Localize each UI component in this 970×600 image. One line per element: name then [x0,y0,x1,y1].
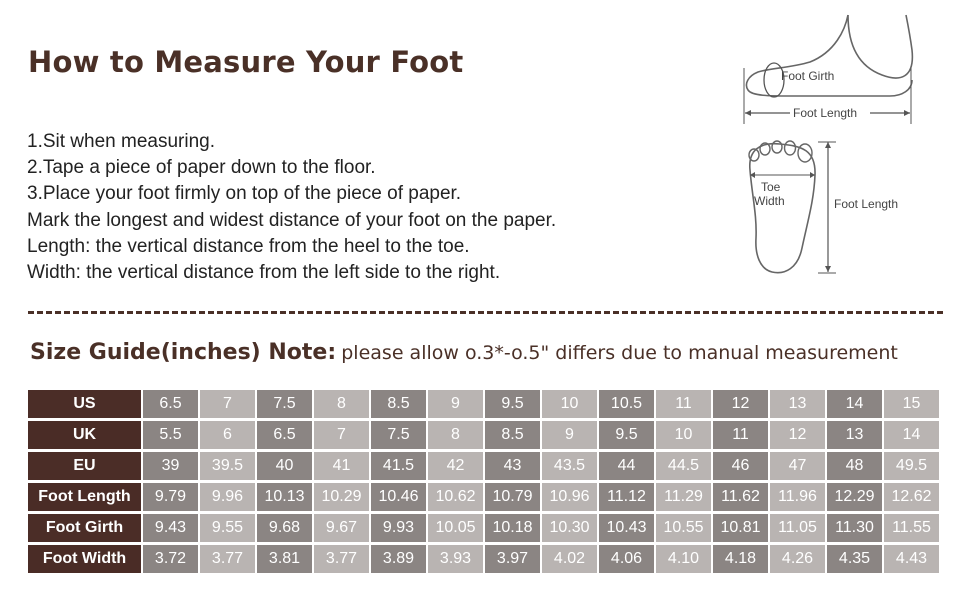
table-row [28,452,939,480]
table-cell: 44.5 [656,452,711,480]
table-cell: 10.96 [542,483,597,511]
table-cell: 10 [542,390,597,418]
table-cell: 14 [827,390,882,418]
table-cell: 12.62 [884,483,939,511]
table-cell: 48 [827,452,882,480]
table-cell: 9.55 [200,514,255,542]
step-line: 2.Tape a piece of paper down to the floor. [27,157,376,179]
table-row [28,390,939,418]
table-cell: 11 [656,390,711,418]
table-row [28,421,939,449]
foot-length-side-label: Foot Length [793,106,858,120]
table-cell: 11.55 [884,514,939,542]
table-cell: 10.62 [428,483,483,511]
table-cell: 46 [713,452,768,480]
row-header: US [28,390,141,418]
table-cell: 12 [770,421,825,449]
table-cell: 41 [314,452,369,480]
table-cell: 4.43 [884,545,939,573]
table-cell: 9 [428,390,483,418]
table-cell: 10.79 [485,483,540,511]
table-row [28,483,939,511]
section-divider [28,311,943,314]
table-cell: 10.30 [542,514,597,542]
table-cell: 9.96 [200,483,255,511]
table-cell: 13 [827,421,882,449]
table-cell: 4.18 [713,545,768,573]
table-cell: 11.05 [770,514,825,542]
table-cell: 11.29 [656,483,711,511]
table-cell: 11.30 [827,514,882,542]
table-cell: 10.13 [257,483,312,511]
table-cell: 8 [314,390,369,418]
step-line: Mark the longest and widest distance of your foot on the paper. [27,209,557,231]
table-cell: 44 [599,452,654,480]
table-cell: 6 [200,421,255,449]
table-cell: 11 [713,421,768,449]
table-cell: 10.43 [599,514,654,542]
table-cell: 49.5 [884,452,939,480]
table-cell: 3.89 [371,545,426,573]
foot-top-outline-icon [750,144,815,273]
table-cell: 4.35 [827,545,882,573]
table-cell: 7.5 [257,390,312,418]
table-cell: 10.5 [599,390,654,418]
table-cell: 10.46 [371,483,426,511]
table-cell: 4.26 [770,545,825,573]
foot-length-top-label: Foot Length [834,197,899,211]
table-cell: 39.5 [200,452,255,480]
table-cell: 9.67 [314,514,369,542]
table-cell: 10.18 [485,514,540,542]
page-title: How to Measure Your Foot [28,45,464,79]
table-cell: 3.72 [143,545,198,573]
row-header: UK [28,421,141,449]
table-cell: 6.5 [257,421,312,449]
table-cell: 14 [884,421,939,449]
size-guide-title: Size Guide(inches) Note: [30,340,337,365]
size-guide-heading [30,340,898,365]
table-cell: 3.97 [485,545,540,573]
table-cell: 11.96 [770,483,825,511]
table-cell: 43.5 [542,452,597,480]
row-header: EU [28,452,141,480]
table-cell: 9.93 [371,514,426,542]
table-cell: 4.06 [599,545,654,573]
table-cell: 3.93 [428,545,483,573]
table-cell: 10.55 [656,514,711,542]
size-guide-note: please allow o.3*-o.5" differs due to manual measurement [341,342,898,364]
size-table [26,387,941,576]
table-cell: 8 [428,421,483,449]
table-cell: 6.5 [143,390,198,418]
table-cell: 7 [200,390,255,418]
table-cell: 40 [257,452,312,480]
step-line: Width: the vertical distance from the left side to the right. [27,262,501,284]
table-cell: 3.77 [314,545,369,573]
table-cell: 9.5 [485,390,540,418]
table-row [28,545,939,573]
table-cell: 3.81 [257,545,312,573]
table-cell: 4.10 [656,545,711,573]
table-cell: 9.79 [143,483,198,511]
table-cell: 39 [143,452,198,480]
table-cell: 8.5 [485,421,540,449]
table-cell: 41.5 [371,452,426,480]
table-cell: 42 [428,452,483,480]
table-cell: 10.81 [713,514,768,542]
table-cell: 10.05 [428,514,483,542]
table-cell: 11.12 [599,483,654,511]
step-line: 1.Sit when measuring. [27,131,215,152]
table-row [28,514,939,542]
row-header: Foot Length [28,483,141,511]
table-cell: 9 [542,421,597,449]
table-cell: 10 [656,421,711,449]
table-cell: 43 [485,452,540,480]
row-header: Foot Width [28,545,141,573]
table-cell: 7 [314,421,369,449]
step-line: 3.Place your foot firmly on top of the piece of paper. [27,183,462,205]
table-cell: 4.02 [542,545,597,573]
table-cell: 5.5 [143,421,198,449]
table-cell: 13 [770,390,825,418]
table-cell: 10.29 [314,483,369,511]
row-header: Foot Girth [28,514,141,542]
foot-side-outline-icon [848,15,912,78]
table-cell: 11.62 [713,483,768,511]
table-cell: 47 [770,452,825,480]
toe-width-label: Toe [761,180,781,194]
foot-diagram [730,10,960,290]
table-cell: 12 [713,390,768,418]
table-cell: 9.43 [143,514,198,542]
table-cell: 9.68 [257,514,312,542]
toe-width-label-2: Width [754,194,785,208]
table-cell: 3.77 [200,545,255,573]
table-cell: 8.5 [371,390,426,418]
table-cell: 15 [884,390,939,418]
measure-steps [27,129,556,286]
step-line: Length: the vertical distance from the heel to the toe. [27,235,470,257]
table-cell: 9.5 [599,421,654,449]
table-cell: 7.5 [371,421,426,449]
table-cell: 12.29 [827,483,882,511]
foot-girth-label: Foot Girth [781,69,835,83]
